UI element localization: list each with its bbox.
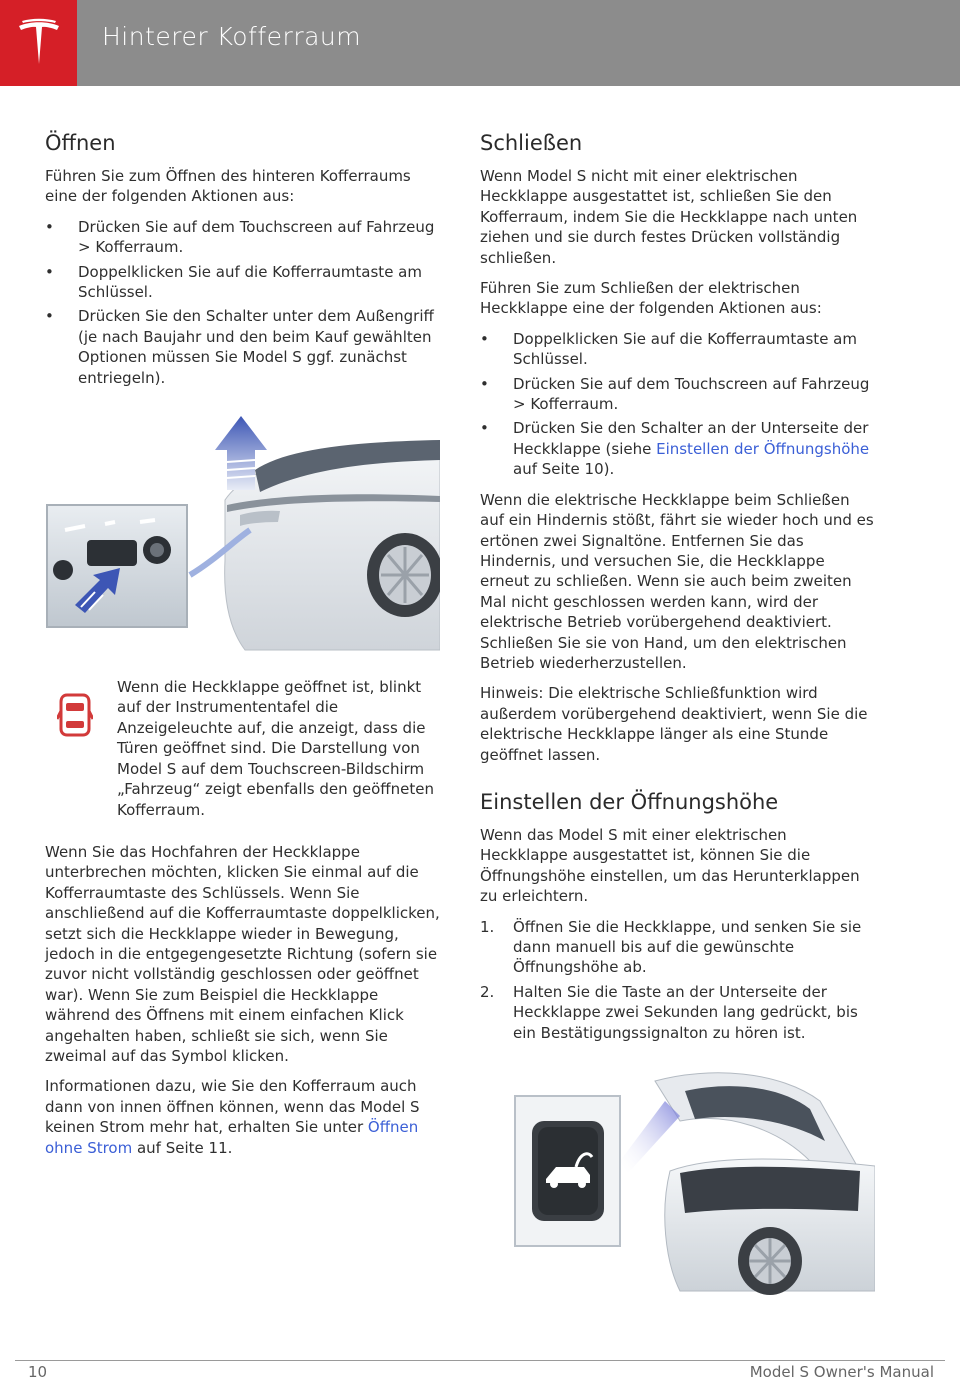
section-heading-close: Schließen: [480, 131, 583, 155]
liftgate-button-illustration: [480, 1061, 875, 1301]
right-column: [480, 130, 875, 1301]
close-powered-intro: Führen Sie zum Schließen der elektrischen Heckklappe eine der folgenden Aktionen aus:: [480, 279, 822, 318]
section-heading-open: Öffnen: [45, 131, 116, 155]
link-open-without-power[interactable]: Öffnen ohne Strom: [45, 1118, 419, 1157]
auto-disable-note: Hinweis: Die elektrische Schließfunktion wird außerdem vorübergehend deaktiviert, wenn Sie die elektrische Heckklappe länger als eine Stunde geöffnet lassen.: [480, 684, 868, 764]
no-power-paragraph: Informationen dazu, wie Sie den Kofferraum auch dann von innen öffnen können, wenn das Model S keinen Strom mehr hat, erhalten Sie unter Öffnen ohne Strom auf Seite 11.: [45, 1077, 420, 1157]
list-item: • Drücken Sie auf dem Touchscreen auf Fahrzeug > Kofferraum.: [480, 374, 875, 415]
section-heading-height: Einstellen der Öffnungshöhe: [480, 789, 779, 814]
left-column: [45, 130, 440, 1168]
obstacle-paragraph: Wenn die elektrische Heckklappe beim Schließen auf ein Hindernis stößt, fährt sie wieder hoch und es ertönen zwei Signaltöne. Entfernen Sie das Hindernis, und versuchen Sie, die Heckklappe erneut zu schließen. Wenn sie auch beim zweiten Mal nicht geschlossen werden kann, wird der elektrische Betrieb vorübergehend deaktiviert. Schließen Sie sie von Hand, um den elektrischen Betrieb wiederherzustellen.: [480, 490, 874, 672]
open-intro: Führen Sie zum Öffnen des hinteren Kofferraums eine der folgenden Aktionen aus:: [45, 167, 411, 206]
list-item: • Drücken Sie den Schalter an der Unterseite der Heckklappe (siehe Einstellen der Öffnungshöhe auf Seite 10).: [480, 418, 875, 479]
list-item: • Doppelklicken Sie auf die Kofferraumtaste am Schlüssel.: [480, 329, 875, 370]
list-item: 1. Öffnen Sie die Heckklappe, und senken Sie sie dann manuell bis auf die gewünschte Öffnungshöhe ab.: [480, 917, 862, 977]
tesla-logo-icon: [16, 18, 62, 68]
note-text: Wenn die Heckklappe geöffnet ist, blinkt auf der Instrumententafel die Anzeigeleuchte auf, die anzeigt, dass die Türen geöffnet sind. Die Darstellung von Model S auf dem Touchscreen-Bildschirm „Fahrzeug“ zeigt ebenfalls den geöffneten Kofferraum.: [117, 678, 434, 819]
page-header: [0, 0, 960, 86]
interrupt-paragraph: Wenn Sie das Hochfahren der Heckklappe unterbrechen möchten, klicken Sie einmal auf die Kofferraumtaste des Schlüssels. Wenn Sie anschließend auf die Kofferraumtaste doppelklicken, setzt sich die Heckklappe wieder in Bewegung, jedoch in die entgegengesetzte Richtung (sofern sie zuvor nicht vollständig geschlossen oder geöffnet war). Wenn Sie zum Beispiel die Heckklappe während des Öffnens mit einem einfachen Klick angehalten haben, schließt sie sich, wenn Sie zweimal auf das Symbol klicken.: [45, 842, 440, 1065]
tesla-logo: [0, 0, 77, 86]
page-number: 10: [28, 1363, 48, 1381]
list-item: • Drücken Sie auf dem Touchscreen auf Fahrzeug > Kofferraum.: [45, 217, 440, 258]
close-manual-paragraph: Wenn Model S nicht mit einer elektrischen Heckklappe ausgestattet ist, schließen Sie den Kofferraum, indem Sie die Heckklappe nach unten ziehen und sie durch festes Drücken vollständig schließen.: [480, 167, 858, 267]
footer-divider: [15, 1360, 945, 1361]
link-adjust-opening-height[interactable]: Einstellen der Öffnungshöhe: [656, 439, 870, 458]
manual-title: Model S Owner's Manual: [749, 1363, 934, 1381]
open-actions-list: [45, 217, 440, 388]
indicator-note: [45, 677, 440, 820]
door-open-warning-icon: [57, 691, 93, 737]
list-item: • Doppelklicken Sie auf die Kofferraumtaste am Schlüssel.: [45, 262, 440, 303]
trunk-opening-illustration: [45, 410, 440, 655]
height-intro: Wenn das Model S mit einer elektrischen Heckklappe ausgestattet ist, können Sie die Öffnungshöhe einstellen, um das Herunterklappen zu erleichtern.: [480, 825, 860, 906]
list-item: 2. Halten Sie die Taste an der Unterseite der Heckklappe zwei Sekunden lang gedrückt, bis ein Bestätigungssignalton zu hören ist.: [480, 982, 858, 1042]
list-item: • Drücken Sie den Schalter unter dem Außengriff (je nach Baujahr und den beim Kauf gewählten Optionen müssen Sie Model S ggf. zunächst entriegeln).: [45, 306, 440, 388]
height-steps-list: [480, 917, 875, 1043]
page-title: Hinterer Kofferraum: [102, 22, 362, 51]
close-actions-list: [480, 329, 875, 480]
